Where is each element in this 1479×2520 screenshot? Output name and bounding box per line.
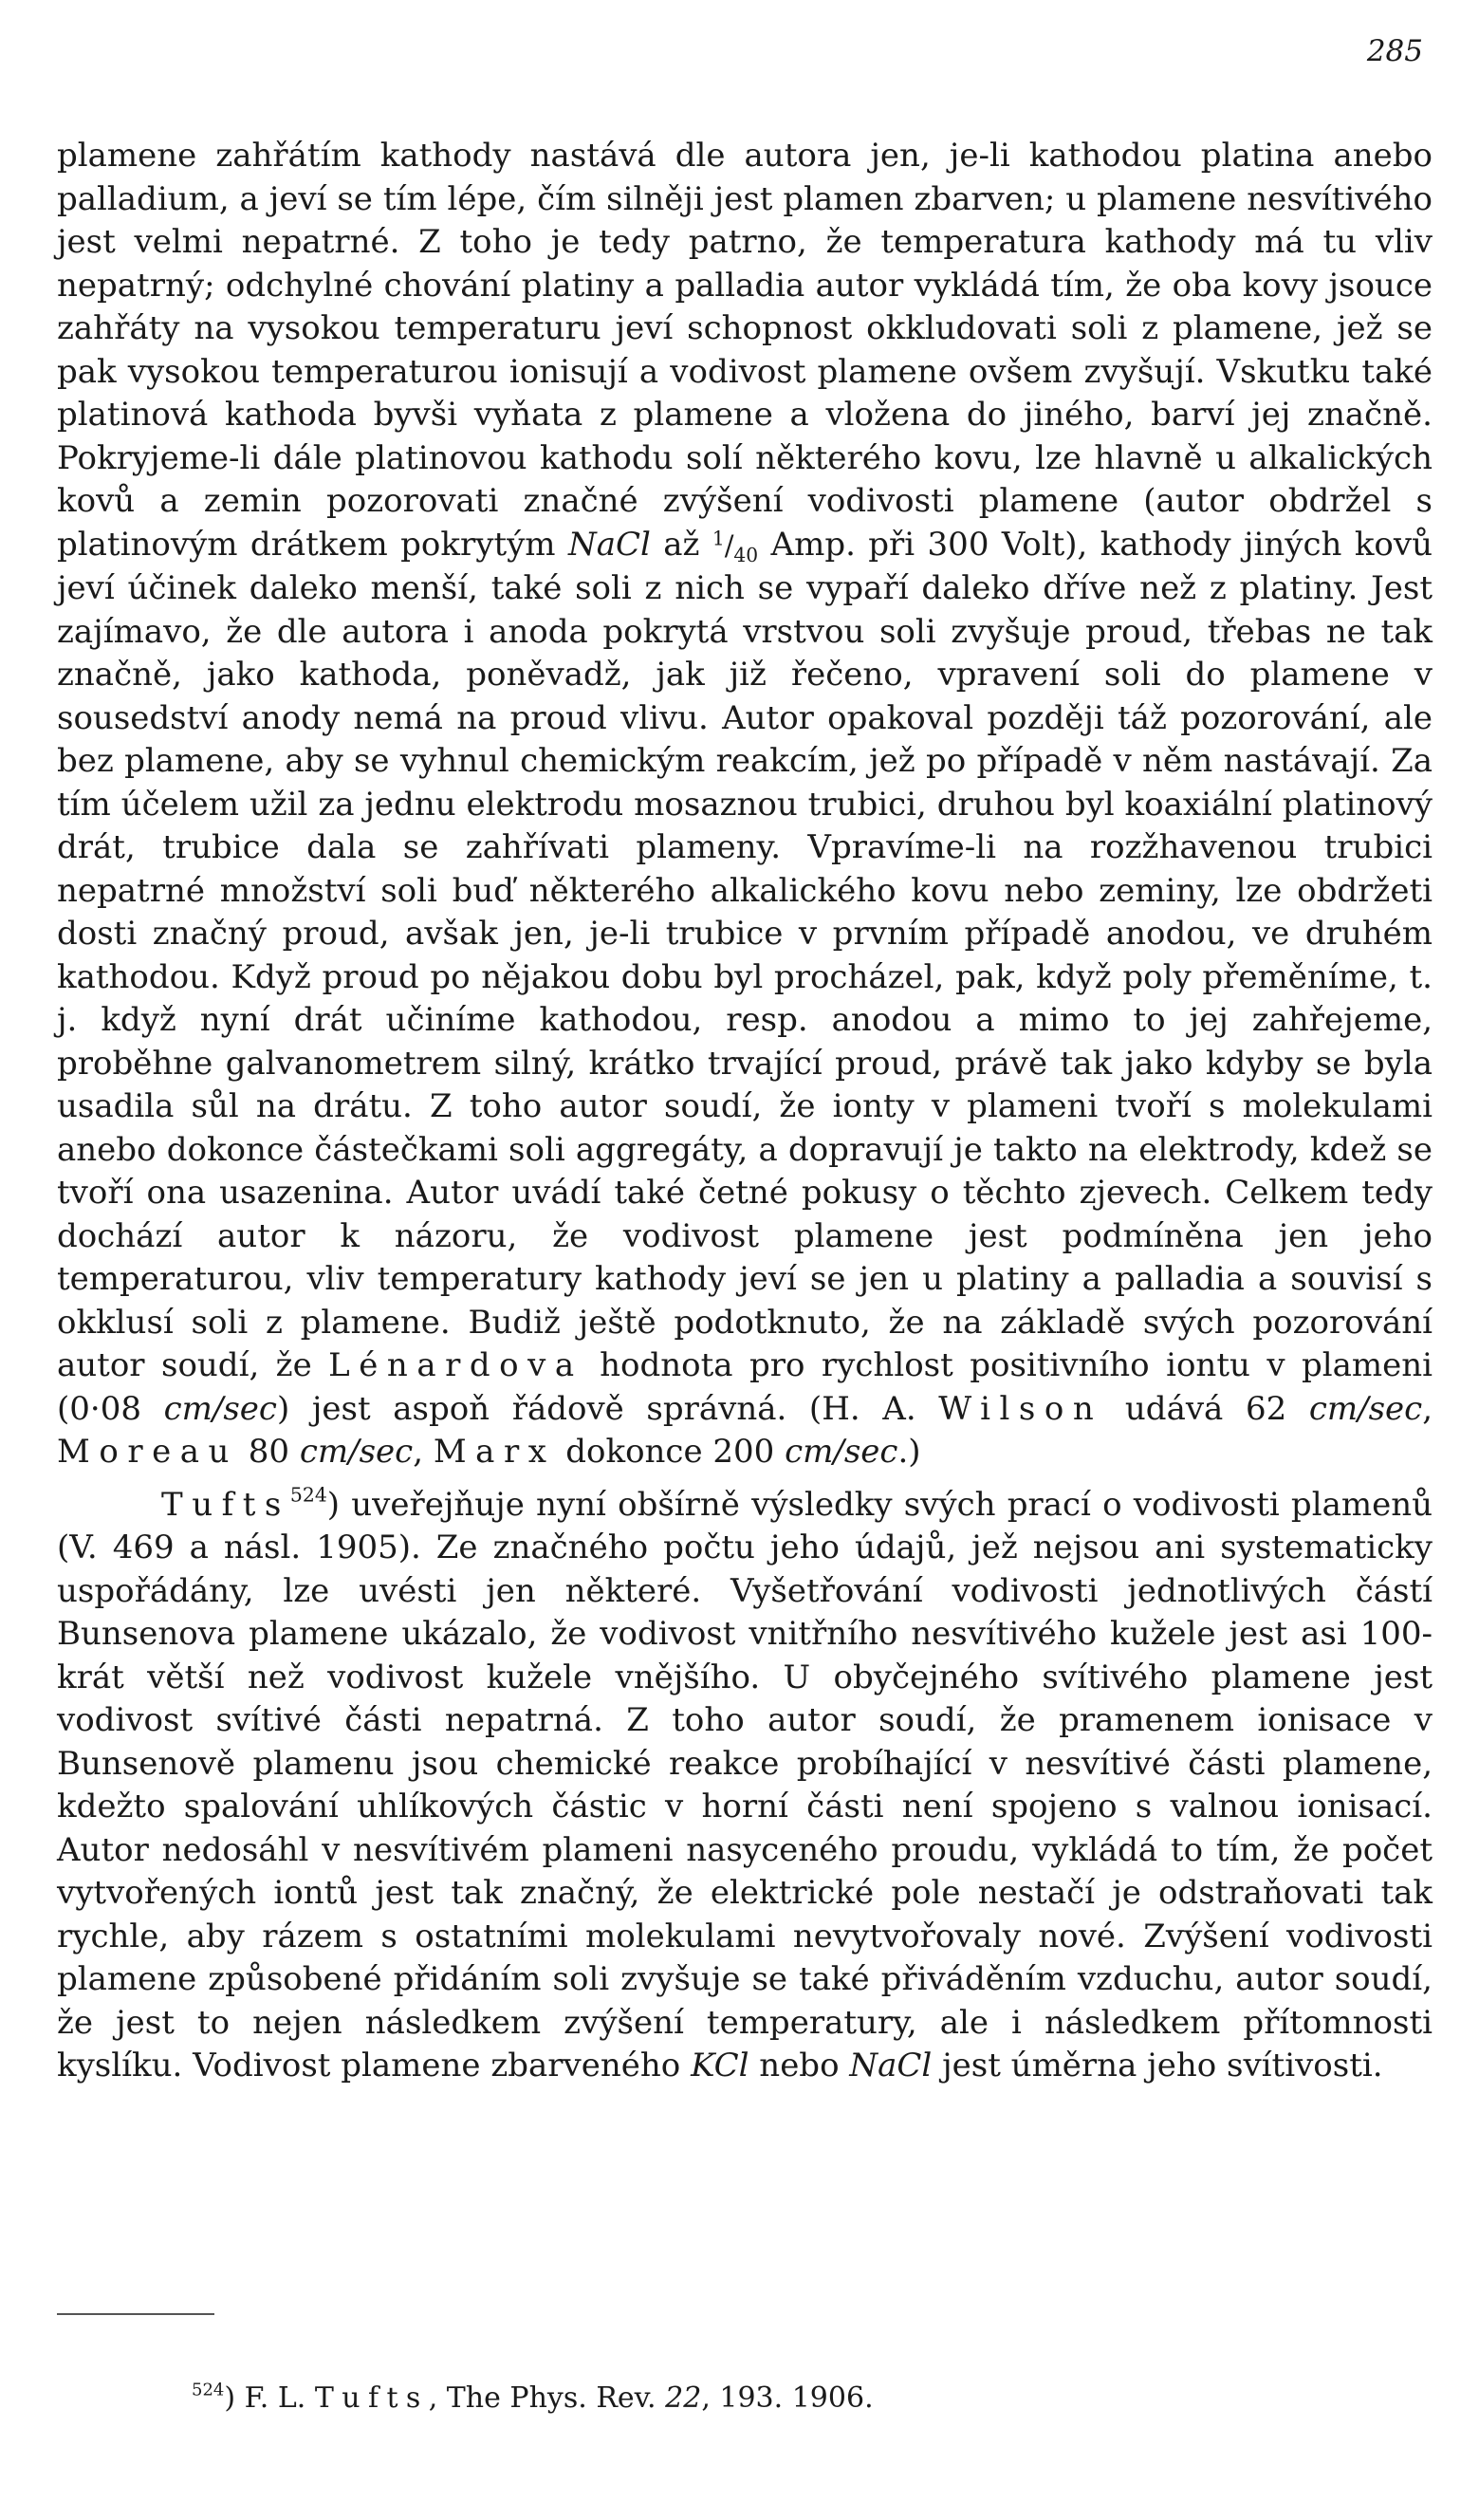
footnote bbox=[192, 2381, 874, 2417]
author-name-tufts: Tufts bbox=[161, 1485, 290, 1524]
paragraph-2 bbox=[57, 1484, 1433, 2088]
author-name-moreau: Moreau bbox=[57, 1433, 238, 1471]
paragraph-2-text-b: nebo bbox=[749, 2047, 850, 2085]
paragraph-1-text-f: udává 62 bbox=[1102, 1389, 1309, 1428]
paragraph-1-text-j: dokonce 200 bbox=[555, 1433, 786, 1471]
page-number: 285 bbox=[1366, 34, 1423, 68]
unit-cm-sec: cm/sec bbox=[785, 1433, 898, 1471]
footnote-reference[interactable]: 524 bbox=[289, 1483, 327, 1507]
author-name-lenard: Lénardova bbox=[328, 1346, 583, 1384]
fraction-numerator: 1 bbox=[712, 526, 725, 549]
paragraph-2-text-a: ) uveřejňuje nyní obšírně výsledky svých prací o vodivosti plamenů (V. 469 a násl. 1905). Ze značného počtu jeho údajů, jež nejsou ani systematicky uspořádány, lze uvésti jen některé. Vyšetřování vodivosti jednotlivých částí Bunsenova plamene ukázalo, že vodivost vnitřního nesvítivého kužele jest asi 100-krát větší než vodivost kužele vnějšího. U obyčejného svítivého plamene jest vodivost svítivé části nepatrná. Z toho autor soudí, že pramenem ionisace v Bunsenově plamenu jsou chemické reakce probíhající v nesvítivé části plamene, kdežto spalování uhlíkových částic v horní části není spojeno s valnou ionisací. Autor nedosáhl v nesvítivém plameni nasyceného proudu, vykládá to tím, že počet vytvořených iontů jest tak značný, že elektrické pole nestačí je odstraňovati tak rychle, aby rázem s ostatními molekulami nevytvořovaly nové. Zvýšení vodivosti plamene způsobené přidáním soli zvyšuje se také přiváděním vzduchu, autor soudí, že jest to nejen následkem zvýšení temperatury, ale i následkem přítomnosti kyslíku. Vodivost plamene zbarveného bbox=[57, 1485, 1433, 2085]
footnote-text-b: , The Phys. Rev. bbox=[428, 2381, 666, 2415]
paragraph-1-text-e: ) jest aspoň řádově správná. (H. A. bbox=[276, 1389, 939, 1428]
formula-nacl: NaCl bbox=[567, 525, 651, 564]
footnote-author-name: Tufts bbox=[314, 2381, 429, 2415]
paragraph-1-text-d: hodnota pro rychlost positivního iontu v plameni (0·08 bbox=[57, 1346, 1433, 1428]
footnote-number: 524 bbox=[192, 2380, 225, 2400]
footnote-volume: 22 bbox=[665, 2381, 702, 2415]
author-name-wilson: Wilson bbox=[938, 1389, 1103, 1428]
unit-cm-sec: cm/sec bbox=[163, 1389, 277, 1428]
paragraph-1-text-g: , bbox=[1422, 1389, 1433, 1428]
paragraph-1 bbox=[57, 135, 1433, 1474]
paragraph-1-text-i: , bbox=[413, 1433, 434, 1471]
author-name-marx: Marx bbox=[433, 1433, 556, 1471]
paragraph-1-text-a: plamene zahřátím kathody nastává dle autora jen, je-li kathodou platina anebo palladium, a jeví se tím lépe, čím silněji jest plamen zbarven; u plamene nesvítivého jest velmi nepatrné. Z toho je tedy patrno, že temperatura kathody má tu vliv nepatrný; odchylné chování platiny a palladia autor vykládá tím, že oba kovy jsouce zahřáty na vysokou temperaturu jeví schopnost okkludovati soli z plamene, jež se pak vysokou temperaturou ionisují a vodivost plamene ovšem zvyšují. Vskutku také platinová kathoda byvši vyňata z plamene a vložena do jiného, barví jej značně. Pokryjeme-li dále platinovou kathodu solí některého kovu, lze hlavně u alkalických kovů a zemin pozorovati značné zvýšení vodivosti plamene (autor obdržel s platinovým drátkem pokrytým bbox=[57, 137, 1433, 564]
footnote-text-a: ) F. L. bbox=[224, 2381, 315, 2415]
footnote-text-c: , 193. 1906. bbox=[701, 2381, 874, 2415]
paragraph-1-text-c: Amp. při 300 Volt), kathody jiných kovů jeví účinek daleko menší, také soli z nich se vypaří daleko dříve než z platiny. Jest zajímavo, že dle autora i anoda pokrytá vrstvou soli zvyšuje proud, třebas ne tak značně, jako kathoda, poněvadž, jak již řečeno, vpravení soli do plamene v sousedství anody nemá na proud vlivu. Autor opakoval později táž pozorování, ale bez plamene, aby se vyhnul chemickým reakcím, jež po případě v něm nastávají. Za tím účelem užil za jednu elektrodu mosaznou trubici, druhou byl koaxiální platinový drát, trubice dala se zahřívati plameny. Vpravíme-li na rozžhavenou trubici nepatrné množství soli buď některého alkalického kovu nebo zeminy, lze obdržeti dosti značný proud, avšak jen, je-li trubice v prvním případě anodou, ve druhém kathodou. Když proud po nějakou dobu byl procházel, pak, když poly přeměníme, t. j. když nyní drát učiníme kathodou, resp. anodou a mimo to jej zahřejeme, proběhne galvanometrem silný, krátko trvající proud, právě tak jako kdyby se byla usadila sůl na drátu. Z toho autor soudí, že ionty v plameni tvoří s molekulami anebo dokonce částečkami soli aggregáty, a dopravují je takto na elektrody, kdež se tvoří ona usazenina. Autor uvádí také četné pokusy o těchto zjevech. Celkem tedy dochází autor k názoru, že vodivost plamene jest podmíněna jen jeho temperaturou, vliv temperatury kathody jeví se jen u platiny a palladia a souvisí s okklusí soli z plamene. Budiž ještě podotknuto, že na základě svých pozorování autor soudí, že bbox=[57, 525, 1433, 1384]
formula-kcl: KCl bbox=[691, 2047, 749, 2085]
formula-nacl: NaCl bbox=[849, 2047, 933, 2085]
unit-cm-sec: cm/sec bbox=[299, 1433, 414, 1471]
paragraph-1-text-h: 80 bbox=[237, 1433, 300, 1471]
unit-cm-sec: cm/sec bbox=[1308, 1389, 1423, 1428]
paragraph-1-text-b: až bbox=[650, 525, 712, 564]
fraction-denominator: 40 bbox=[733, 543, 759, 566]
paragraph-1-text-k: .) bbox=[897, 1433, 921, 1471]
fraction: $^1/_{40}$ bbox=[712, 526, 759, 566]
body-text bbox=[57, 135, 1433, 2088]
footnote-divider bbox=[57, 2313, 214, 2315]
paragraph-2-text-c: jest úměrna jeho svítivosti. bbox=[932, 2047, 1383, 2085]
